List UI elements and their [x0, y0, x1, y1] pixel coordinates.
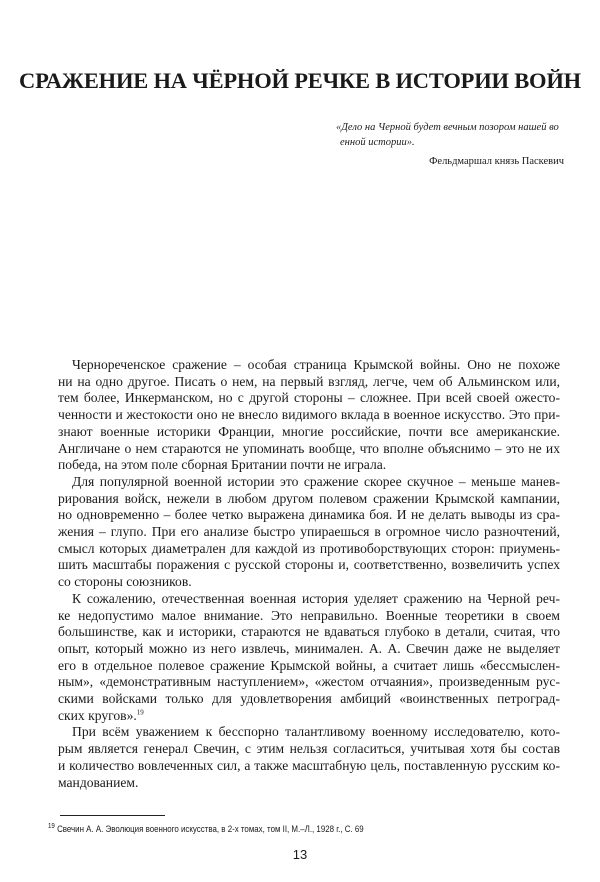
footnote-divider — [60, 815, 165, 816]
text-line: Для популярной военной истории это сражение скорее скучное – меньше манев- — [72, 473, 560, 489]
footnote — [48, 824, 364, 834]
text-line: ни на одно другое. Писать о нем, на первый взгляд, легче, чем об Альминском или, — [58, 373, 560, 389]
text-line — [58, 708, 560, 725]
text-line: скими войсками только для удовлетворения амбиций «воинственных петроград- — [58, 691, 560, 707]
text-line: большинстве, как и историки, стараются не вдаваться глубоко в детали, считая, что — [58, 624, 560, 640]
text-line: его в отдельное полевое сражение Крымской войны, а считает лишь «бессмыслен- — [58, 657, 560, 673]
text-line: Англичане о нем стараются не упоминать вообще, что вполне объяснимо – это не их — [58, 440, 560, 456]
text-line: К сожалению, отечественная военная история уделяет сражению на Черной реч- — [72, 590, 560, 606]
text-line: опыт, который можно из него извлечь, минимален. А. А. Свечин даже не выделяет — [58, 640, 560, 656]
footnote-number: 19 — [48, 823, 55, 830]
text-line: рирования войск, нежели в любом другом полевом сражении Крымской кампании, — [58, 490, 560, 506]
text-line: Чернореченское сражение – особая страница Крымской войны. Оно не похоже — [72, 357, 560, 372]
text-line: со стороны союзников. — [58, 574, 192, 590]
text-line: победа, на этом поле сборная Британии почти не играла. — [58, 457, 387, 473]
epigraph-line: енной истории». — [340, 137, 415, 148]
text-line: рым является генерал Свечин, с этим нельзя согласиться, учитывая хотя бы состав — [58, 741, 560, 757]
text-line: При всём уважением к бесспорно талантливому военному исследователю, кото- — [72, 724, 560, 740]
paragraph — [58, 724, 560, 791]
text-line: но одновременно – более четко выражена динамика боя. И не делать выводы из сра- — [58, 507, 560, 523]
epigraph-quote — [336, 120, 566, 150]
footnote-reference[interactable]: 19 — [136, 708, 144, 717]
epigraph-attribution: Фельдмаршал князь Паскевич — [429, 156, 564, 167]
text-line: тем более, Инкерманском, но с другой стороны – сложнее. При всей своей ожесто- — [58, 390, 560, 406]
text-line: жения – глупо. При его анализе быстро упираешься в огромное число разночтений, — [58, 524, 560, 540]
text-line: смысл которых диаметрален для каждой из противоборствующих сторон: приумень- — [58, 540, 560, 556]
chapter-title: СРАЖЕНИЕ НА ЧЁРНОЙ РЕЧКЕ В ИСТОРИИ ВОЙН — [19, 68, 581, 93]
paragraph — [58, 591, 560, 725]
text-line: мандованием. — [58, 774, 139, 790]
text-line: шить масштабы поражения с русской стороны и, соответственно, возвеличить успех — [58, 557, 560, 573]
page-number: 13 — [292, 847, 308, 862]
paragraph — [58, 357, 560, 474]
body-text — [58, 357, 560, 791]
epigraph-line: «Дело на Черной будет вечным позором нашей во — [336, 122, 559, 133]
footnote-text: Свечин А. А. Эволюция военного искусства, в 2-х томах, том II, М.–Л., 1928 г., С. 69 — [57, 824, 364, 834]
text-line: ке недопустимо малое внимание. Это неправильно. Военные теоретики в своем — [58, 607, 560, 623]
text-line: и количество вовлеченных сил, а также масштабную цель, поставленную русским ко- — [58, 757, 560, 773]
paragraph — [58, 474, 560, 591]
text-line: ченности и жестокости оно не внесло видимого вклада в военное искусство. Это при- — [58, 407, 560, 423]
text-line: ным», «демонстративным наступлением», «жестом отчаяния», произведенным рус- — [58, 674, 560, 690]
text-line-content: ских кругов». — [58, 707, 137, 723]
text-line: знают военные историки Франции, многие российские, почти все американские. — [58, 423, 560, 439]
